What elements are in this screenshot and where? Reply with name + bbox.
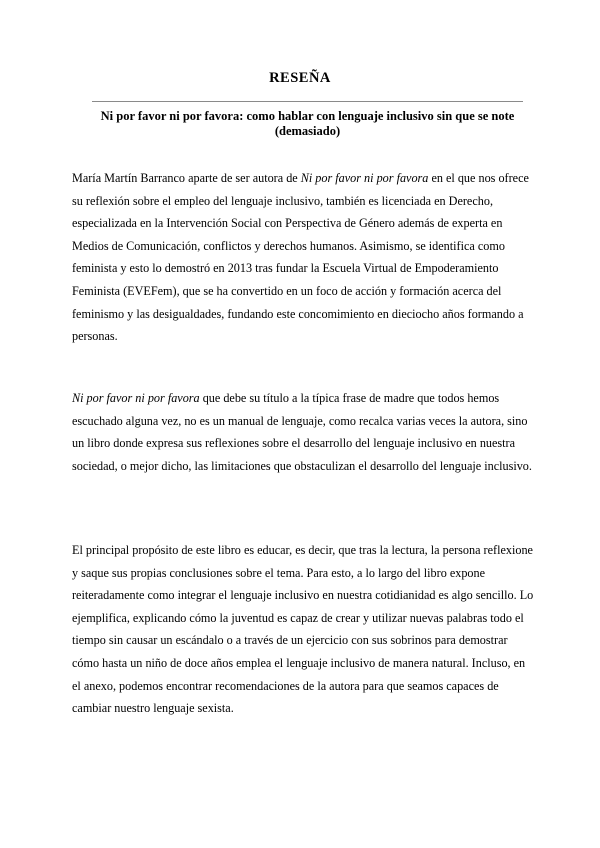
paragraph-3	[72, 539, 534, 720]
paragraph-2	[72, 387, 534, 477]
paragraph-2-text: que debe su título a la típica frase de madre que todos hemos escuchado alguna vez, no es un manual de lenguaje, como recalca varias veces la autora, sino un libro donde expresa sus reflexiones sobre el desarrollo del lenguaje inclusivo en nuestra sociedad, o mejor dicho, las limitaciones que obstaculizan el desarrollo del lenguaje inclusivo.	[72, 391, 532, 473]
paragraph-1-text: en el que nos ofrece su reflexión sobre el empleo del lenguaje inclusivo, también es licenciada en Derecho, especializada en la Intervención Social con Perspectiva de Género además de experta en Medios de Comunicación, conflictos y derechos humanos. Asimismo, se identifica como feminista y esto lo demostró en 2013 tras fundar la Escuela Virtual de Empoderamiento Feminista (EVEFem), que se ha convertido en un foco de acción y formación acerca del feminismo y las desigualdades, fundando este concomimiento en dieciocho años formando a personas.	[72, 171, 529, 344]
review-title: Ni por favor ni por favora: como hablar con lenguaje inclusivo sin que se note (demasiado)	[100, 109, 515, 138]
title-divider	[92, 101, 523, 102]
paragraph-1-lead: María Martín Barranco aparte de ser autora de	[72, 171, 301, 185]
paragraph-3-text: El principal propósito de este libro es educar, es decir, que tras la lectura, la persona reflexione y saque sus propias conclusiones sobre el tema. Para esto, a lo largo del libro expone reiteradamente como integrar el lenguaje inclusivo en nuestra cotidianidad es algo sencillo. Lo ejemplifica, explicando cómo la juventud es capaz de crear y utilizar nuevas palabras todo el tiempo sin causar un escándalo o a través de un ejercicio con sus sobrinos para demostrar cómo hasta un niño de doce años emplea el lenguaje inclusivo de manera natural. Incluso, en el anexo, podemos encontrar recomendaciones de la autora para que seamos capaces de cambiar nuestro lenguaje sexista.	[72, 543, 534, 716]
paragraph-1	[72, 167, 534, 348]
section-label: RESEÑA	[269, 70, 331, 86]
paragraph-1-book-title: Ni por favor ni por favora	[300, 171, 429, 185]
paragraph-2-book-title: Ni por favor ni por favora	[72, 391, 200, 405]
